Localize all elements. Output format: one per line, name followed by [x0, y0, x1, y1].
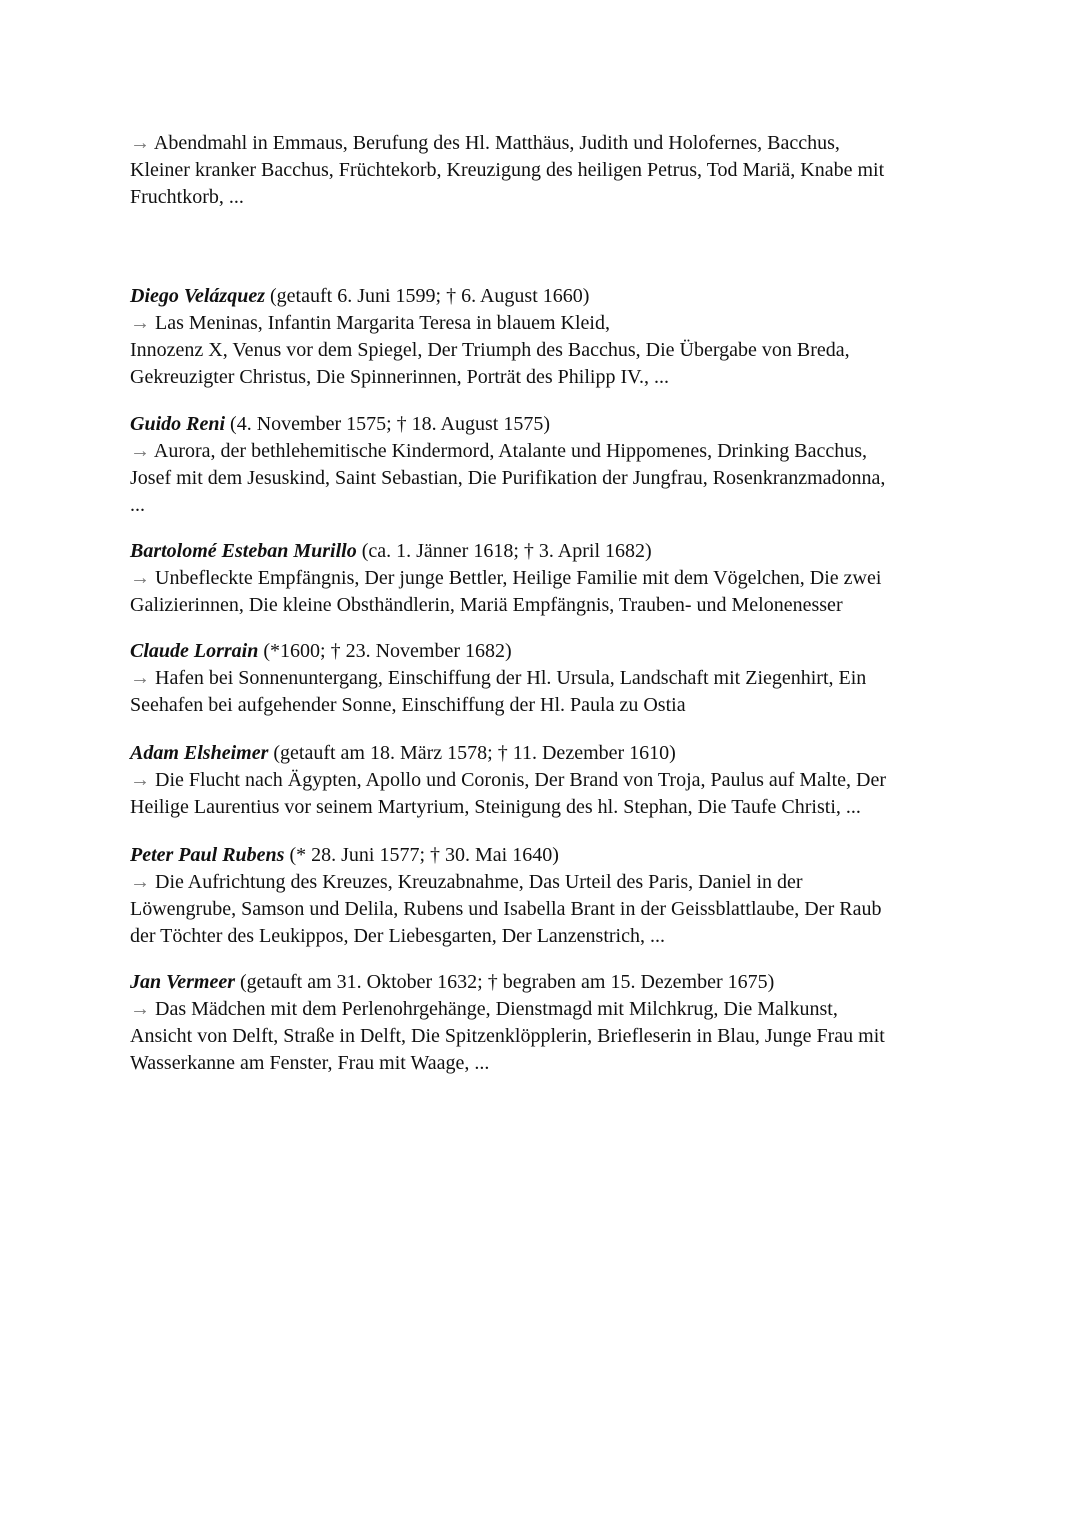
text-line: Heilige Laurentius vor seinem Martyrium, Steinigung des hl. Stephan, Die Taufe Christi, ...	[130, 796, 861, 818]
arrow-icon: →	[130, 871, 150, 893]
artist-dates: (getauft 6. Juni 1599; † 6. August 1660)	[270, 285, 590, 307]
artist-name: Claude Lorrain	[130, 640, 259, 662]
artist-heading	[130, 842, 960, 869]
artist-name: Diego Velázquez	[130, 285, 265, 307]
text-line: → Die Aufrichtung des Kreuzes, Kreuzabnahme, Das Urteil des Paris, Daniel in der	[130, 871, 803, 893]
artist-dates: (4. November 1575; † 18. August 1575)	[230, 413, 551, 435]
arrow-icon: →	[130, 132, 150, 154]
artist-entry-murillo	[130, 538, 960, 619]
text-line: Seehafen bei aufgehender Sonne, Einschiffung der Hl. Paula zu Ostia	[130, 694, 686, 716]
artist-heading	[130, 411, 960, 438]
artist-heading	[130, 283, 960, 310]
text-line: Josef mit dem Jesuskind, Saint Sebastian, Die Purifikation der Jungfrau, Rosenkranzmadonna,	[130, 467, 886, 489]
artist-dates: (* 28. Juni 1577; † 30. Mai 1640)	[289, 844, 559, 866]
arrow-icon: →	[130, 312, 150, 334]
artist-heading	[130, 638, 960, 665]
text-line: → Las Meninas, Infantin Margarita Teresa in blauem Kleid,	[130, 312, 610, 334]
text-line: Gekreuzigter Christus, Die Spinnerinnen, Porträt des Philipp IV., ...	[130, 366, 670, 388]
text-line: Löwengrube, Samson und Delila, Rubens und Isabella Brant in der Geissblattlaube, Der Raub	[130, 898, 882, 920]
artist-name: Adam Elsheimer	[130, 742, 269, 764]
arrow-icon: →	[130, 667, 150, 689]
text-line: → Unbefleckte Empfängnis, Der junge Bettler, Heilige Familie mit dem Vögelchen, Die zwei	[130, 567, 882, 589]
arrow-icon: →	[130, 769, 150, 791]
artist-dates: (*1600; † 23. November 1682)	[263, 640, 512, 662]
artist-entry-velazquez	[130, 283, 960, 391]
artist-entry-vermeer	[130, 969, 960, 1077]
text-line: → Abendmahl in Emmaus, Berufung des Hl. Matthäus, Judith und Holofernes, Bacchus,	[130, 132, 840, 154]
artist-dates: (getauft am 31. Oktober 1632; † begraben am 15. Dezember 1675)	[240, 971, 775, 993]
text-line: Ansicht von Delft, Straße in Delft, Die Spitzenklöpplerin, Briefleserin in Blau, Junge Frau mit	[130, 1025, 885, 1047]
artist-dates: (getauft am 18. März 1578; † 11. Dezember 1610)	[273, 742, 676, 764]
artist-name: Jan Vermeer	[130, 971, 235, 993]
text-line: Innozenz X, Venus vor dem Spiegel, Der Triumph des Bacchus, Die Übergabe von Breda,	[130, 339, 850, 361]
artist-heading	[130, 969, 960, 996]
artist-name: Bartolomé Esteban Murillo	[130, 540, 357, 562]
text-line: Fruchtkorb, ...	[130, 186, 244, 208]
intro-paragraph	[130, 130, 960, 211]
artist-heading	[130, 740, 960, 767]
text-line: → Das Mädchen mit dem Perlenohrgehänge, Dienstmagd mit Milchkrug, Die Malkunst,	[130, 998, 838, 1020]
text-line: Galizierinnen, Die kleine Obsthändlerin, Mariä Empfängnis, Trauben- und Melonenesser	[130, 594, 843, 616]
artist-dates: (ca. 1. Jänner 1618; † 3. April 1682)	[361, 540, 652, 562]
text-line: Wasserkanne am Fenster, Frau mit Waage, ...	[130, 1052, 490, 1074]
text-line: → Hafen bei Sonnenuntergang, Einschiffung der Hl. Ursula, Landschaft mit Ziegenhirt, Ein	[130, 667, 867, 689]
artist-heading	[130, 538, 960, 565]
artist-entry-elsheimer	[130, 740, 960, 821]
artist-entry-reni	[130, 411, 960, 519]
text-line: → Die Flucht nach Ägypten, Apollo und Coronis, Der Brand von Troja, Paulus auf Malte, Der	[130, 769, 887, 791]
text-line: der Töchter des Leukippos, Der Liebesgarten, Der Lanzenstrich, ...	[130, 925, 665, 947]
arrow-icon: →	[130, 440, 150, 462]
artist-name: Guido Reni	[130, 413, 226, 435]
artist-entry-rubens	[130, 842, 960, 950]
text-line: ...	[130, 494, 145, 516]
arrow-icon: →	[130, 998, 150, 1020]
text-line: → Aurora, der bethlehemitische Kindermord, Atalante und Hippomenes, Drinking Bacchus,	[130, 440, 868, 462]
artist-name: Peter Paul Rubens	[130, 844, 285, 866]
arrow-icon: →	[130, 567, 150, 589]
artist-entry-lorrain	[130, 638, 960, 719]
text-line: Kleiner kranker Bacchus, Früchtekorb, Kreuzigung des heiligen Petrus, Tod Mariä, Knabe mit	[130, 159, 885, 181]
